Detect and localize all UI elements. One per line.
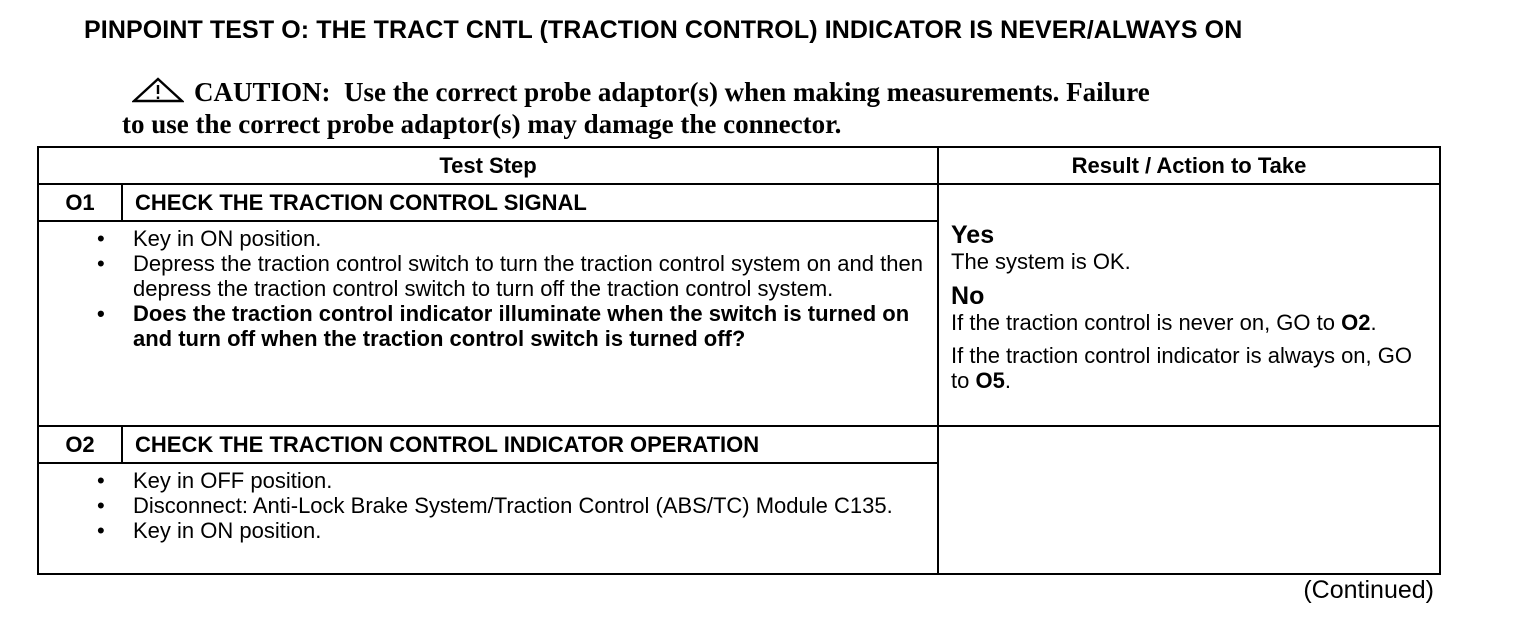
caution-note xyxy=(122,76,1352,140)
warning-triangle-icon xyxy=(132,77,184,103)
list-item: • Does the traction control indicator illuminate when the switch is turned on and turn off when the traction control switch is turned off? xyxy=(133,301,937,351)
test-step-header: Test Step xyxy=(38,147,938,184)
caution-label: CAUTION: xyxy=(194,77,331,107)
list-item: • Disconnect: Anti-Lock Brake System/Traction Control (ABS/TC) Module C135. xyxy=(133,493,937,518)
step-result xyxy=(938,426,1440,574)
pinpoint-test-table xyxy=(37,146,1441,575)
step-title: CHECK THE TRACTION CONTROL SIGNAL xyxy=(122,184,938,221)
no-text-1: If the traction control is never on, GO to O2. xyxy=(951,310,1377,335)
table-row xyxy=(38,184,1440,221)
caution-text-line1: Use the correct probe adaptor(s) when making measurements. Failure xyxy=(344,77,1150,107)
result-header: Result / Action to Take xyxy=(938,147,1440,184)
step-title: CHECK THE TRACTION CONTROL INDICATOR OPERATION xyxy=(122,426,938,463)
continued-note: (Continued) xyxy=(1303,576,1434,604)
step-instructions xyxy=(38,463,938,574)
step-result xyxy=(938,184,1440,426)
table-row xyxy=(38,426,1440,463)
step-id: O1 xyxy=(38,184,122,221)
step-ref-link[interactable]: O5 xyxy=(975,368,1005,393)
step-ref-link[interactable]: O2 xyxy=(1341,310,1371,335)
list-item: • Key in ON position. xyxy=(133,226,937,251)
table-header-row xyxy=(38,147,1440,184)
list-item: • Key in ON position. xyxy=(133,518,937,543)
list-item: • Depress the traction control switch to turn the traction control system on and then depress the traction control switch to turn off the traction control system. xyxy=(133,251,937,301)
no-label: No xyxy=(951,282,985,310)
yes-text: The system is OK. xyxy=(951,249,1131,274)
yes-label: Yes xyxy=(951,221,995,249)
step-instructions xyxy=(38,221,938,426)
caution-text-line2: to use the correct probe adaptor(s) may damage the connector. xyxy=(122,109,842,139)
step-id: O2 xyxy=(38,426,122,463)
list-item: • Key in OFF position. xyxy=(133,468,937,493)
page-title: PINPOINT TEST O: THE TRACT CNTL (TRACTION CONTROL) INDICATOR IS NEVER/ALWAYS ON xyxy=(84,16,1243,44)
no-text-2: If the traction control indicator is always on, GO to O5. xyxy=(951,343,1412,393)
